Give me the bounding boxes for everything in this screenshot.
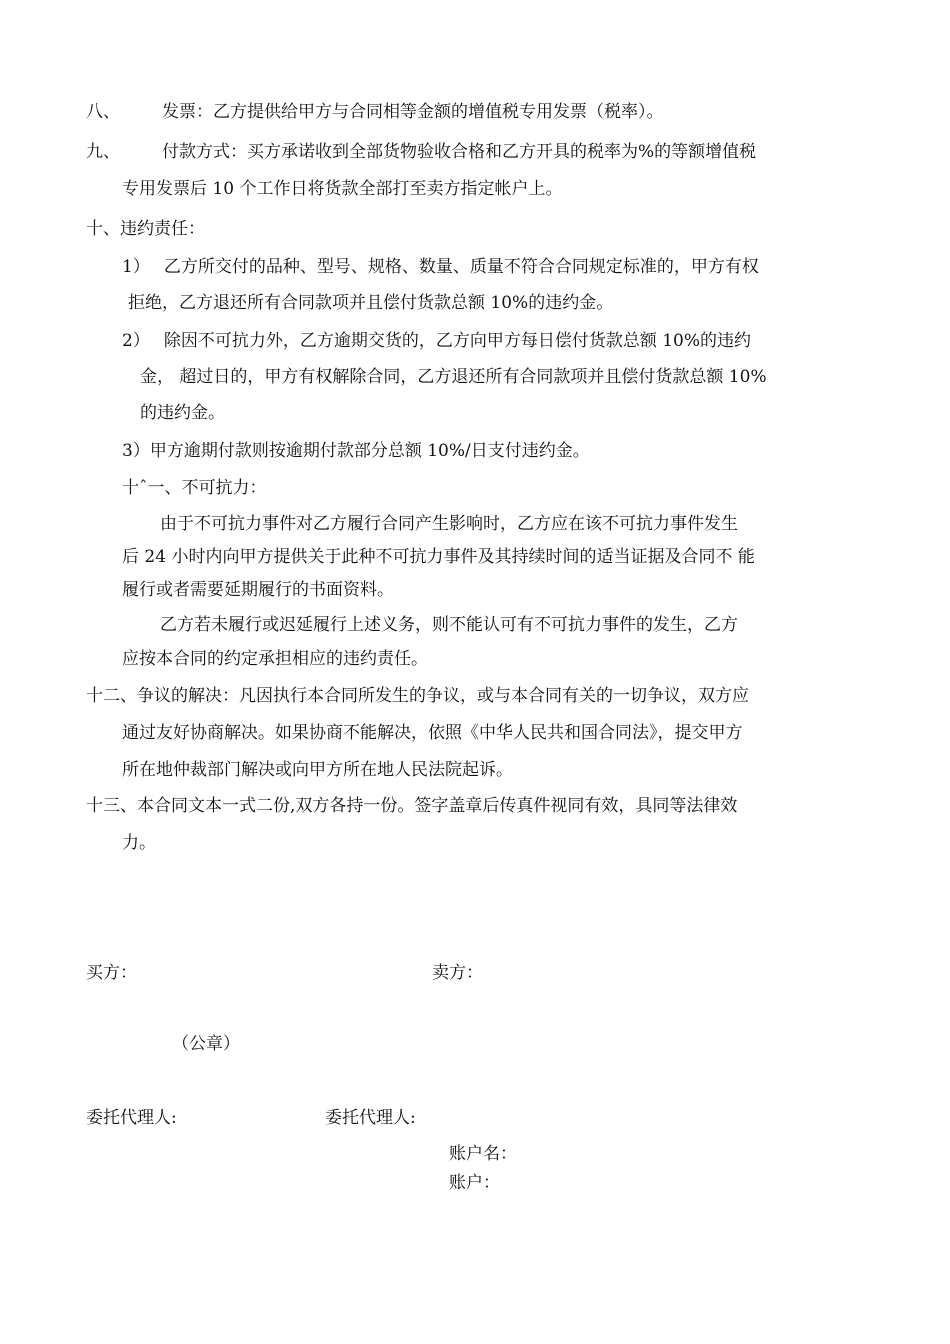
clause-11-para-2-line-2: 应按本合同的约定承担相应的违约责任。 — [122, 649, 428, 669]
seller-label: 卖方： — [432, 963, 483, 983]
seller-agent-label: 委托代理人: — [325, 1108, 416, 1128]
clause-10-item-2-number: 2） — [122, 331, 150, 351]
seal-label: （公章） — [172, 1034, 240, 1054]
clause-8-text: 发票：乙方提供给甲方与合同相等金额的增值税专用发票（税率）。 — [162, 102, 664, 122]
clause-10-item-2 — [122, 330, 751, 352]
account-label: 账户： — [449, 1173, 500, 1193]
clause-12-line-1: 十二、争议的解决：凡因执行本合同所发生的争议，或与本合同有关的一切争议，双方应 — [86, 686, 749, 706]
clause-10-item-1-line-2: 拒绝，乙方退还所有合同款项并且偿付货款总额 10%的违约金。 — [128, 293, 614, 313]
buyer-agent-label: 委托代理人: — [86, 1108, 177, 1128]
clause-12-line-3: 所在地仲裁部门解决或向甲方所在地人民法院起诉。 — [122, 760, 513, 780]
clause-10-item-2-line-3: 的违约金。 — [140, 403, 225, 423]
account-name-label: 账户名： — [449, 1144, 517, 1164]
clause-10-item-1 — [122, 256, 759, 278]
clause-11-para-2-line-1: 乙方若未履行或迟延履行上述义务，则不能认可有不可抗力事件的发生，乙方 — [160, 615, 738, 635]
clause-10-heading: 十、违约责任： — [86, 219, 205, 239]
clause-10-item-2-line-2: 金， 超过日的，甲方有权解除合同，乙方退还所有合同款项并且偿付货款总额 10% — [140, 367, 767, 387]
clause-12-line-2: 通过友好协商解决。如果协商不能解决，依照《中华人民共和国合同法》，提交甲方 — [122, 723, 743, 743]
clause-11-para-1-line-2: 后 24 小时内向甲方提供关于此种不可抗力事件及其持续时间的适当证据及合同不 能 — [122, 547, 755, 567]
clause-8-number: 八、 — [86, 102, 120, 122]
buyer-label: 买方： — [86, 963, 137, 983]
clause-10-item-1-line-1: 乙方所交付的品种、型号、规格、数量、质量不符合合同规定标准的，甲方有权 — [163, 257, 759, 277]
clause-9-number: 九、 — [86, 142, 120, 162]
clause-10-item-2-line-1: 除因不可抗力外，乙方逾期交货的，乙方向甲方每日偿付货款总额 10%的违约 — [163, 331, 752, 351]
clause-11-para-1-line-3: 履行或者需要延期履行的书面资料。 — [122, 580, 394, 600]
clause-10-item-1-number: 1） — [122, 257, 150, 277]
clause-13-line-2: 力。 — [122, 833, 156, 853]
clause-13-line-1: 十三、本合同文本一式二份,双方各持一份。签字盖章后传真件视同有效，具同等法律效 — [86, 796, 738, 816]
clause-10-item-3: 3）甲方逾期付款则按逾期付款部分总额 10%/日支付违约金。 — [122, 441, 590, 461]
clause-9-line-2: 专用发票后 10 个工作日将货款全部打至卖方指定帐户上。 — [122, 179, 563, 199]
clause-11-para-1-line-1: 由于不可抗力事件对乙方履行合同产生影响时，乙方应在该不可抗力事件发生 — [160, 514, 738, 534]
clause-9 — [86, 141, 756, 163]
clause-11-heading: 十ˆ一、不可抗力： — [122, 478, 267, 498]
clause-9-line-1: 付款方式：买方承诺收到全部货物验收合格和乙方开具的税率为%的等额增值税 — [162, 142, 757, 162]
clause-8 — [86, 101, 664, 123]
